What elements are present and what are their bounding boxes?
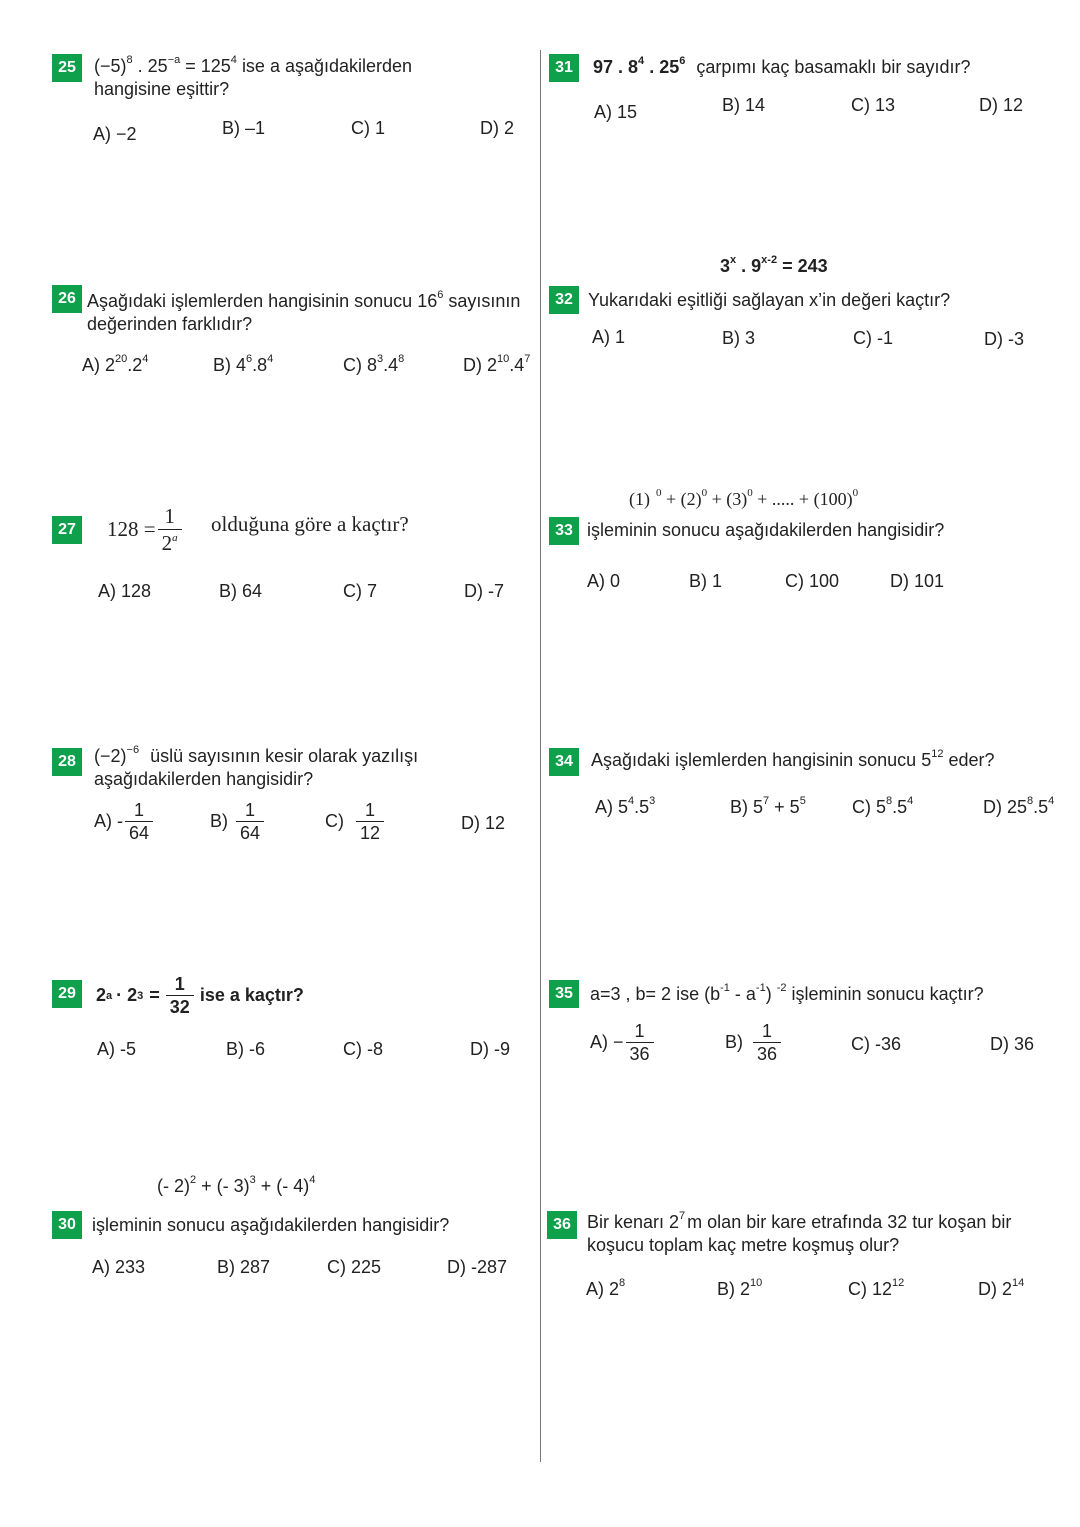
option-b[interactable]: B) 64 [219,581,263,601]
question-number-badge: 32 [549,286,579,314]
question-number-badge: 33 [549,517,579,545]
option-c[interactable]: C) -36 [851,1034,902,1054]
fraction: $\frac{1}{36}$ [753,1020,781,1065]
option-d[interactable]: D) $2^{14}$ [978,1277,1025,1299]
question-text: işleminin sonucu aşağıdakilerden hangisidir? [92,1215,450,1235]
question-number-badge: 31 [549,54,579,82]
option-b[interactable]: B) $5^7 + 5^5$ [730,795,806,817]
question-text: Yukarıdaki eşitliği sağlayan x’in değeri kaçtır? [588,290,951,310]
fraction: $\frac{1}{12}$ [356,799,384,844]
question-number-badge: 29 [52,980,82,1008]
option-b[interactable]: B) $\frac{1}{64}$ [210,799,266,844]
option-d[interactable]: D) -3 [984,329,1024,349]
question-number-badge: 35 [549,980,579,1008]
question-text: $(-2)^{-6}$ üslü sayısının kesir olarak yazılışı aşağıdakilerden hangisidir? [94,744,419,789]
option-c[interactable]: C) $12^{12}$ [848,1277,905,1299]
option-d[interactable]: D) -7 [464,581,504,601]
option-c[interactable]: C) -8 [343,1039,383,1059]
option-a[interactable]: A) $5^4.5^3$ [595,795,656,817]
question-text: Aşağıdaki işlemlerden hangisinin sonucu $5^{12}$ eder? [591,748,995,770]
option-a[interactable]: A) − $\frac{1}{36}$ [590,1020,656,1065]
option-b[interactable]: B) –1 [222,118,266,138]
question-text: Bir kenarı $2^7$ m olan bir kare etrafında 32 tur koşan bir koşucu toplam kaç metre koşmuş olur? [587,1210,1012,1255]
question-text: 2 a · 2 3 = $\frac{1}{32}$ ise a kaçtır? [96,974,304,1017]
option-b[interactable]: B) 1 [689,571,723,591]
fraction: $\frac{1}{64}$ [125,799,153,844]
equation: 128 = $\frac{1}{2^a}$ [107,503,184,556]
option-a[interactable]: A) 1 [592,327,626,347]
option-c[interactable]: C) 1 [351,118,386,138]
fraction: $\frac{1}{2^a}$ [158,503,182,556]
option-a[interactable]: A) - $\frac{1}{64}$ [94,799,155,844]
option-b[interactable]: B) 287 [217,1257,271,1277]
option-d[interactable]: D) $2^{10}.4^7$ [463,353,531,375]
option-c[interactable]: C) 225 [327,1257,382,1277]
option-d[interactable]: D) -287 [447,1257,508,1277]
fraction: $\frac{1}{64}$ [236,799,264,844]
question-text: işleminin sonucu aşağıdakilerden hangisidir? [587,520,945,540]
option-d[interactable]: D) 12 [461,813,506,833]
question-number-badge: 26 [52,285,82,313]
option-c[interactable]: C) 13 [851,95,896,115]
equation: 3$^x$ . 9$^{x-2}$ = 243 [720,254,828,276]
option-c[interactable]: C) -1 [853,328,893,348]
column-divider [540,50,541,1462]
option-c[interactable]: C) $8^3.4^8$ [343,353,405,375]
option-a[interactable]: A) 0 [587,571,621,591]
option-a[interactable]: A) 233 [92,1257,146,1277]
option-c[interactable]: C) 100 [785,571,840,591]
option-d[interactable]: D) 101 [890,571,945,591]
option-a[interactable]: A) 128 [98,581,152,601]
option-d[interactable]: D) $25^8.5^4$ [983,795,1055,817]
option-a[interactable]: A) $2^{20}.2^4$ [82,353,149,375]
option-b[interactable]: B) $2^{10}$ [717,1277,763,1299]
option-c[interactable]: C) $5^8.5^4$ [852,795,914,817]
question-text: Aşağıdaki işlemlerden hangisinin sonucu $16^6$ sayısının değerinden farklıdır? [87,289,521,334]
fraction: $\frac{1}{32}$ [166,973,194,1018]
option-a[interactable]: A) $2^8$ [586,1277,626,1299]
question-number-badge: 36 [547,1211,577,1239]
option-b[interactable]: B) 14 [722,95,766,115]
question-text: 97 . $8^4$ . $25^6$ çarpımı kaç basamaklı bir sayıdır? [593,55,971,77]
option-c[interactable]: C) $\frac{1}{12}$ [325,799,386,844]
question-text: $(-5)^8$ . $25^{-a} = 125^4$ ise a aşağıdakilerden hangisine eşittir? [94,54,413,99]
option-d[interactable]: D) 12 [979,95,1024,115]
option-b[interactable]: B) -6 [226,1039,266,1059]
question-number-badge: 27 [52,516,82,544]
option-d[interactable]: D) 36 [990,1034,1035,1054]
question-number-badge: 25 [52,54,82,82]
option-c[interactable]: C) 7 [343,581,378,601]
option-a[interactable]: A) 15 [594,102,638,122]
option-d[interactable]: D) 2 [480,118,515,138]
question-number-badge: 30 [52,1211,82,1239]
expression: (1) $^0 + (2)^0 + (3)^0$ + ..... + $(100)^0$ [629,487,859,509]
expression: (- 2)$^2$ + (- 3)$^3$ + (- 4)$^4$ [157,1174,316,1196]
question-number-badge: 34 [549,748,579,776]
option-b[interactable]: B) 3 [722,328,756,348]
option-b[interactable]: B) $4^6.8^4$ [213,353,274,375]
fraction: $\frac{1}{36}$ [626,1020,654,1065]
question-number-badge: 28 [52,748,82,776]
option-d[interactable]: D) -9 [470,1039,510,1059]
question-text: olduğuna göre a kaçtır? [211,512,409,536]
option-a[interactable]: A) -5 [97,1039,137,1059]
question-text: a=3 , b= 2 ise $(b^{-1} - a^{-1})$ $^{-2}$ işleminin sonucu kaçtır? [590,982,984,1004]
option-a[interactable]: A) −2 [93,124,137,144]
option-b[interactable]: B) $\frac{1}{36}$ [725,1020,783,1065]
